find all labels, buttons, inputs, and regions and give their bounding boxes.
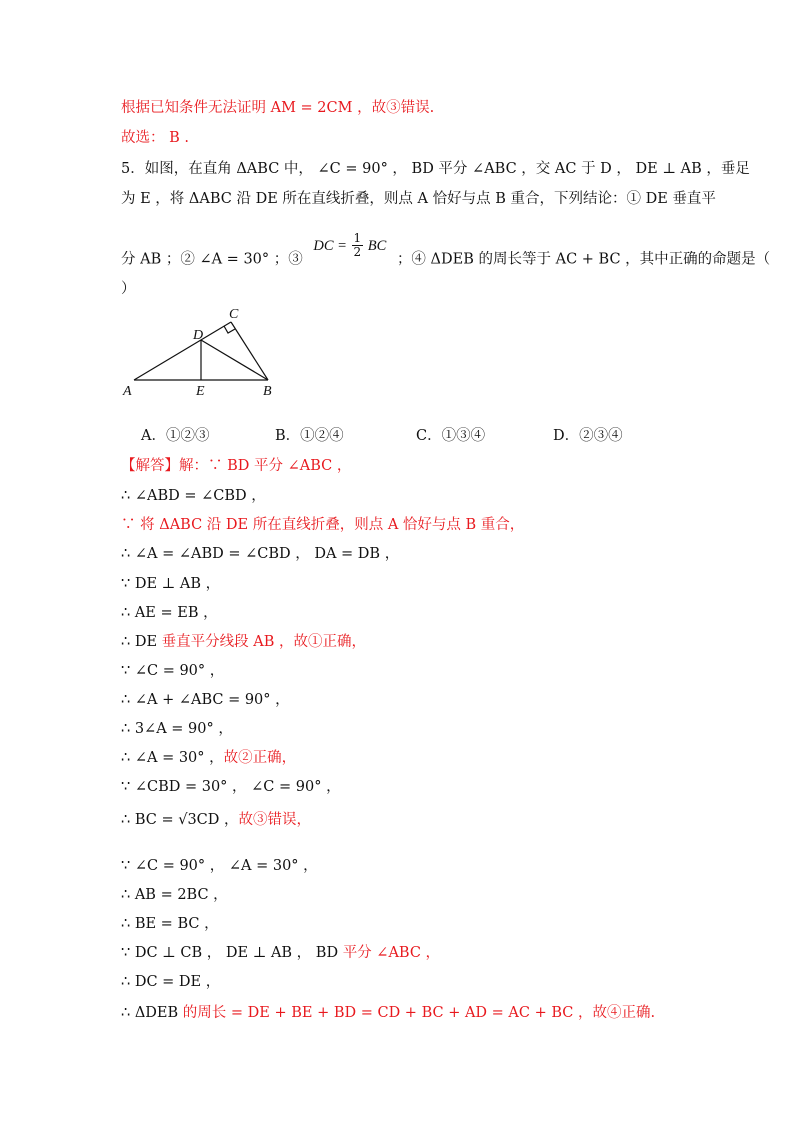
choice-d[interactable]: D．②③④ (553, 428, 623, 444)
choice-b[interactable]: B．①②④ (275, 428, 344, 444)
solution-line: ∵ ∠C = 90° ， (121, 663, 225, 679)
solution-math: ∴ ∠A = 30° ， (121, 750, 224, 766)
fraction-lhs: DC = (313, 237, 347, 254)
prev-line-2: 故选： B . (121, 130, 189, 146)
solution-line: ∴ ∠A = ∠ABD = ∠CBD ， DA = DB ， (121, 546, 400, 562)
question-line-1: 5．如图，在直角 ΔABC 中， ∠C = 90° ， BD 平分 ∠ABC ，交 AC 于 D ， DE ⊥ AB ，垂足 (121, 161, 750, 177)
question-line-3 (121, 231, 771, 273)
choice-c[interactable]: C．①③④ (416, 428, 486, 444)
side-ac (134, 322, 231, 380)
solution-remark: 平分 ∠ABC ， (342, 945, 441, 961)
solution-remark: 故③错误， (238, 812, 312, 828)
solution-remark: 垂直平分线段 AB ，故①正确， (161, 634, 367, 650)
label-d: D (193, 328, 204, 343)
solution-line: ∴ 3∠A = 90° ， (121, 721, 233, 737)
label-c: C (229, 307, 239, 322)
solution-line: ∵ ∠CBD = 30° ， ∠C = 90° ， (121, 779, 341, 795)
right-angle-mark (224, 326, 235, 333)
solution-line: ∴ AB = 2BC ， (121, 887, 228, 903)
side-cb (231, 322, 268, 380)
solution-line (121, 943, 440, 963)
choice-a[interactable]: A．①②③ (141, 428, 210, 444)
question-line-2: 为 E ，将 ΔABC 沿 DE 所在直线折叠，则点 A 恰好与点 B 重合，下列结论：① DE 垂直平 (121, 191, 716, 207)
solution-line: ∴ ∠ABD = ∠CBD ， (121, 488, 266, 504)
question-line-4: ） (121, 281, 136, 297)
segment-bd (201, 340, 268, 380)
solution-math: ∴ DE (121, 634, 162, 650)
label-e: E (196, 384, 205, 399)
solution-line: ∴ ∠A + ∠ABC = 90° ， (121, 692, 290, 708)
solution-line (121, 1003, 655, 1023)
solution-math: ∴ BC = √3CD ， (121, 812, 239, 828)
fraction-half (352, 232, 364, 259)
label-b: B (263, 384, 272, 399)
solution-line: ∵ ∠C = 90° ， ∠A = 30° ， (121, 858, 318, 874)
solution-math: ∵ DC ⊥ CB ， DE ⊥ AB ， BD (121, 945, 343, 961)
solution-line: ∴ BE = BC ， (121, 916, 219, 932)
label-a: A (123, 384, 132, 399)
question-line-3b: ；④ ΔDEB 的周长等于 AC + BC ，其中正确的命题是（ (396, 251, 771, 268)
triangle-figure (115, 305, 315, 405)
fraction-rhs: BC (367, 237, 387, 254)
solution-line: ∴ DC = DE ， (121, 974, 221, 990)
fraction-denominator: 2 (353, 245, 362, 259)
solution-line (121, 748, 296, 768)
fraction-numerator: 1 (353, 231, 362, 245)
solution-remark: 故②正确， (223, 750, 297, 766)
solution-remark: 的周长 = DE + BE + BD = CD + BC + AD = AC + BC ，故④正确. (182, 1005, 656, 1021)
solution-line: 【解答】解：∵ BD 平分 ∠ABC ， (121, 458, 352, 474)
solution-math: ∴ ΔDEB (121, 1005, 183, 1021)
solution-line (121, 632, 366, 652)
solution-line: ∵ 将 ΔABC 沿 DE 所在直线折叠，则点 A 恰好与点 B 重合， (121, 517, 525, 533)
solution-line (121, 810, 311, 830)
question-line-3a: 分 AB ；② ∠A = 30° ；③ (121, 251, 303, 268)
solution-line: ∴ AE = EB ， (121, 605, 218, 621)
prev-line-1: 根据已知条件无法证明 AM = 2CM ，故③错误. (121, 100, 435, 116)
solution-line: ∵ DE ⊥ AB ， (121, 576, 221, 592)
